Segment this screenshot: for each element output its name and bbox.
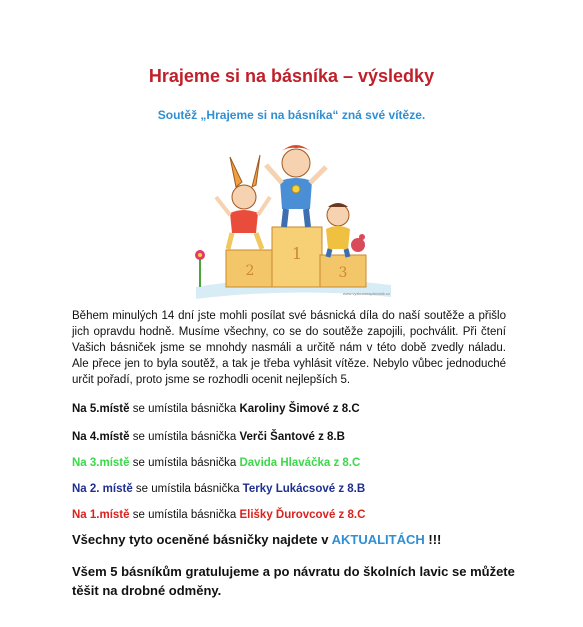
result-line bbox=[72, 483, 512, 495]
podium-number-3: 3 bbox=[338, 265, 348, 281]
result-place: Na 3.místě bbox=[72, 457, 130, 469]
page-title: Hrajeme si na básníka – výsledky bbox=[148, 66, 435, 86]
podium-number-2: 2 bbox=[245, 263, 255, 279]
aktuality-note-pre: Všechny tyto oceněné básničky najdete v bbox=[72, 532, 332, 547]
result-line bbox=[72, 457, 512, 469]
aktuality-note-post: !!! bbox=[424, 532, 442, 547]
podium-number-1: 1 bbox=[291, 244, 303, 263]
illustration-credit: www.vyzkumnapistolnik.cz bbox=[342, 291, 390, 296]
child-first-place bbox=[266, 145, 326, 227]
result-place: Na 4.místě bbox=[72, 431, 130, 443]
podium-illustration bbox=[186, 137, 398, 307]
result-author: Karoliny Šimové z 8.C bbox=[239, 403, 360, 415]
child-second-place bbox=[216, 155, 270, 249]
result-author: Elišky Ďurovcové z 8.C bbox=[239, 509, 366, 521]
result-text: se umístila básnička bbox=[129, 431, 240, 443]
result-text: se umístila básnička bbox=[129, 403, 240, 415]
result-place: Na 2. místě bbox=[72, 483, 133, 495]
intro-paragraph: Během minulých 14 dní jste mohli posílat své básnická díla do naší soutěže a přišlo jich opravdu hodně. Musíme všechny, co se do soutěže zapojili, pochválit. Při čtení Vašich básniček jsme se mnohdy nasmáli a určitě nám v této době zvedly náladu. Ale přece jen to byla soutěž, a tak je třeba vyhlásit vítěze. Nebylo vůbec jednoduché určit pořadí, proto jsme se rozhodli ocenit nejlepších 5. bbox=[72, 310, 506, 386]
result-author: Verči Šantové z 8.B bbox=[239, 431, 345, 443]
page-subtitle: Soutěž „Hrajeme si na básníka“ zná své vítěze. bbox=[157, 108, 426, 122]
result-place: Na 1.místě bbox=[72, 509, 130, 521]
result-author: Terky Lukácsové z 8.B bbox=[242, 483, 366, 495]
result-line bbox=[72, 431, 512, 443]
result-text: se umístila básnička bbox=[129, 509, 240, 521]
result-line bbox=[72, 403, 512, 415]
child-third-place bbox=[326, 203, 365, 257]
flower-icon bbox=[195, 250, 205, 287]
aktuality-link[interactable]: AKTUALITÁCH bbox=[331, 532, 425, 547]
result-line bbox=[72, 509, 512, 521]
aktuality-note bbox=[72, 532, 441, 547]
congratulations-note: Všem 5 básníkům gratulujeme a po návratu do školních lavic se můžete těšit na drobné odměny. bbox=[72, 564, 515, 598]
result-text: se umístila básnička bbox=[129, 457, 240, 469]
result-text: se umístila básnička bbox=[132, 483, 243, 495]
result-author: Davida Hlaváčka z 8.C bbox=[239, 457, 361, 469]
result-place: Na 5.místě bbox=[72, 403, 130, 415]
